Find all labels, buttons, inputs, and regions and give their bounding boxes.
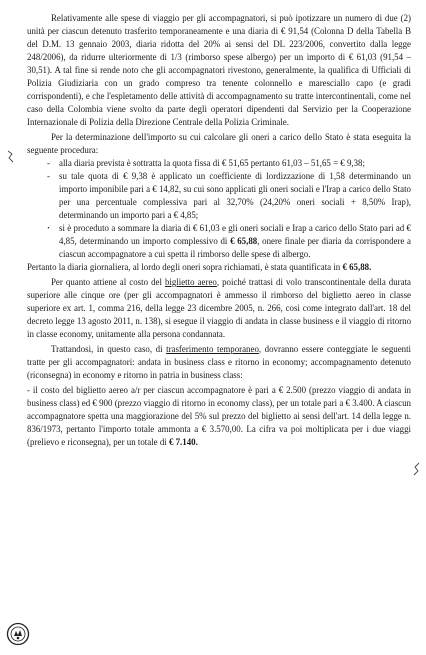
list-item-text: si è proceduto a sommare la diaria di € 61,03 e gli oneri sociali e Irap a carico dello Stato pari ad € 4,85, determinando un importo complessivo di	[59, 223, 411, 246]
paragraph-text: - il costo del biglietto aereo a/r per ciascun accompagnatore è pari a € 2.500 (prezzo viaggio di andata in business class) ed € 900 (prezzo viaggio di ritorno in economy class), per un totale pari a € 3.400. A ciascun accompagnatore spetta una maggiorazione del 5% sul prezzo del biglietto ai sensi dell'art. 14 della legge n. 836/1973, pertanto l'importo totale ammonta a € 3.570,00. La cifra va poi moltiplicata per i due viaggi (prelievo e riconsegna), per un totale di	[27, 385, 411, 447]
paragraph-text: Trattandosi, in questo caso, di	[51, 344, 167, 354]
paragraph-text: Pertanto la diaria giornaliera, al lordo degli oneri sopra richiamati, è stata quantificata in	[27, 262, 343, 272]
paragraph-text: , poiché trattasi di volo transcontinentale della durata superiore alle cinque ore (per gli accompagnatori è ammesso il rimborso del biglietto aereo in classe superiore ex art. 1, comma 216, della legge 23 dicembre 2005, n. 266, così come integrato dall'art. 18 del decreto legge 13 agosto 2011, n. 138), si esegue il viaggio di andata in classe business e il viaggio di ritorno in classe economy, unitamente alla persona condannata.	[27, 277, 411, 339]
paragraph-ticket-cost	[27, 384, 411, 449]
paragraph-daily-allowance	[27, 261, 411, 274]
list-item: - su tale quota di € 9,38 è applicato un coefficiente di lordizzazione di 1,58 determinando un importo imponibile pari a € 14,82, su cui sono applicati gli oneri sociali e l'Irap a carico dello Stato per una percentuale complessiva pari al 32,70% (24,20% oneri sociali + 8,50% Irap), determinando un importo pari a € 4,85;	[27, 170, 411, 222]
pen-mark-icon	[411, 462, 421, 476]
list-item	[27, 222, 411, 261]
stamp-icon	[6, 622, 30, 646]
procedure-list	[27, 157, 411, 261]
pen-mark-icon	[6, 150, 16, 164]
total-diaria-amount: € 65,88	[230, 236, 258, 246]
paragraph-text: , dovranno essere conteggiate le seguenti tratte per gli accompagnatori: andata in business class e ritorno in economy; accompagnamento detenuto (riconsegna) in economy e ritorno in patria in business class:	[27, 344, 411, 380]
list-item: - alla diaria prevista è sottratta la quota fissa di € 51,65 pertanto 61,03 – 51,65 = € 9,38;	[27, 157, 411, 170]
daily-allowance-amount: € 65,88.	[342, 262, 372, 272]
temporary-transfer-term: trasferimento temporaneo	[166, 344, 259, 354]
list-item-text: , onere finale per diaria da corrispondere a ciascun accompagnatore a cui spetta il rimborso delle spese di albergo.	[59, 236, 411, 259]
paragraph-temporary-transfer	[27, 343, 411, 382]
paragraph-text: Per quanto attiene al costo del	[51, 277, 165, 287]
air-ticket-term: biglietto aereo	[164, 277, 217, 287]
paragraph-air-ticket	[27, 276, 411, 341]
paragraph-travel-expenses: Relativamente alle spese di viaggio per gli accompagnatori, si può ipotizzare un numero di due (2) unità per ciascun detenuto trasferito temporaneamente e una diaria di € 91,54 (Colonna D della Tabella B del D.M. 13 gennaio 2003, diaria ridotta del 20% ai sensi del DL 223/2006, convertito dalla legge 248/2006), da ridurre ulteriormente di 1/3 (rimborso spese albergo) per un importo di € 61,03 (91,54 – 30,51). A tal fine si rende noto che gli accompagnatori rivestono, generalmente, la qualifica di Ufficiali di Polizia Giudiziaria con un grado compreso tra tenente colonnello e maresciallo capo (e gradi corrispondenti), e che l'espletamento delle attività di accompagnamento su tratte intercontinentali, come nel caso della Colombia viene svolto da parte degli operatori dipendenti dal Servizio per la Cooperazione Internazionale di Polizia della Direzione Centrale della Polizia Criminale.	[27, 13, 411, 127]
paragraph-procedure-intro: Per la determinazione dell'importo su cui calcolare gli oneri a carico dello Stato è stata eseguita la seguente procedura:	[27, 132, 411, 155]
ticket-total-amount: € 7.140.	[168, 437, 198, 447]
